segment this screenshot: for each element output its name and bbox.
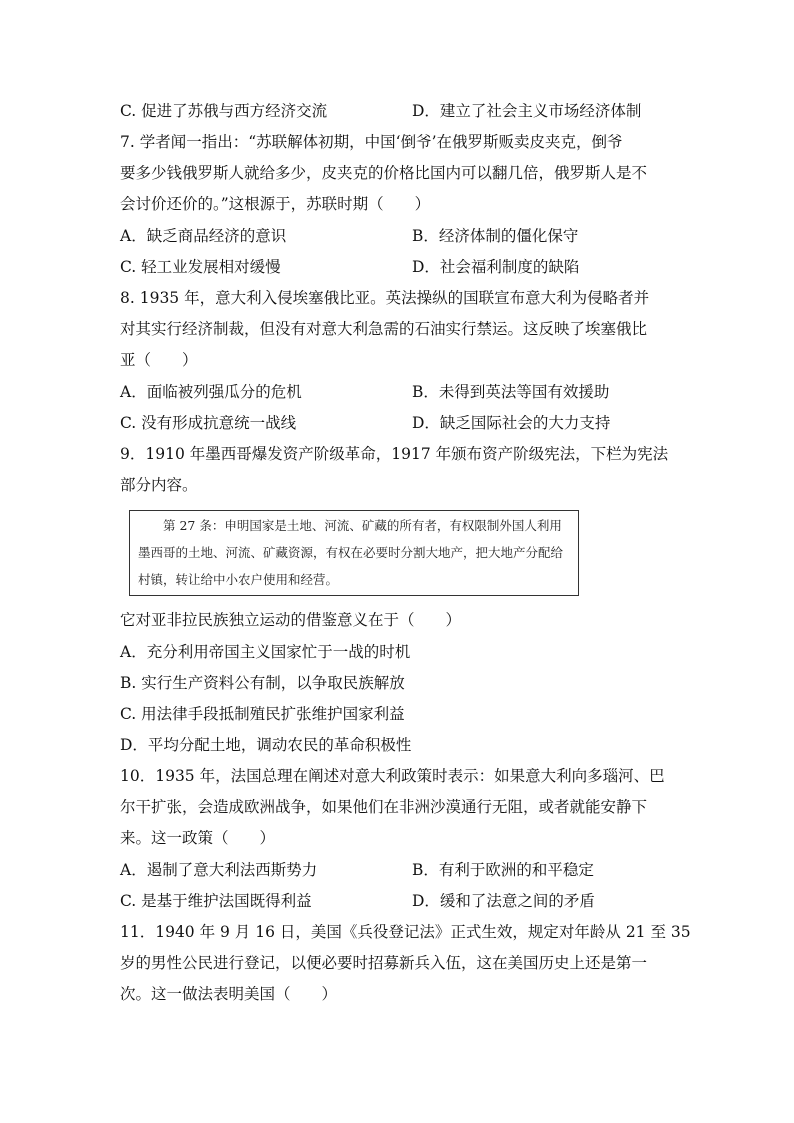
q7-option-b: B．经济体制的僵化保守 <box>412 227 579 245</box>
q10-stem-line-3: 来。这一政策（ ） <box>120 829 276 847</box>
q10-option-b: B．有利于欧洲的和平稳定 <box>412 861 594 879</box>
q7-option-d: D．社会福利制度的缺陷 <box>412 258 580 276</box>
q9-option-c: C. 用法律手段抵制殖民扩张维护国家利益 <box>120 705 405 723</box>
q10-option-a: A．遏制了意大利法西斯势力 <box>120 861 318 879</box>
quote-line-3: 村镇，转让给中小农户使用和经营。 <box>138 572 339 587</box>
quote-line-1: 第 27 条：申明国家是土地、河流、矿藏的所有者，有权限制外国人利用 <box>138 518 562 533</box>
q9-option-d: D．平均分配土地，调动农民的革命积极性 <box>120 736 412 754</box>
q9-option-b: B. 实行生产资料公有制，以争取民族解放 <box>120 674 405 692</box>
q10-stem-line-2: 尔干扩张，会造成欧洲战争，如果他们在非洲沙漠通行无阻，或者就能安静下 <box>120 798 648 816</box>
q8-stem-line-3: 亚（ ） <box>120 351 198 369</box>
q8-option-d: D．缺乏国际社会的大力支持 <box>412 414 611 432</box>
q7-stem-line-1: 7. 学者闻一指出：“苏联解体初期，中国‘倒爷’在俄罗斯贩卖皮夹克，倒爷 <box>120 133 623 151</box>
q6-option-c: C. 促进了苏俄与西方经济交流 <box>120 102 328 120</box>
constitution-quote-box <box>129 510 579 596</box>
q9-question: 它对亚非拉民族独立运动的借鉴意义在于（ ） <box>120 611 462 629</box>
q6-option-d: D．建立了社会主义市场经济体制 <box>412 102 642 120</box>
q11-stem-line-1: 11．1940 年 9 月 16 日，美国《兵役登记法》正式生效，规定对年龄从 21 至 35 <box>120 923 691 941</box>
q9-option-a: A．充分利用帝国主义国家忙于一战的时机 <box>120 643 411 661</box>
q11-stem-line-3: 次。这一做法表明美国（ ） <box>120 985 338 1003</box>
q7-option-a: A．缺乏商品经济的意识 <box>120 227 287 245</box>
q11-stem-line-2: 岁的男性公民进行登记，以便必要时招募新兵入伍，这在美国历史上还是第一 <box>120 954 648 972</box>
q7-option-c: C. 轻工业发展相对缓慢 <box>120 258 281 276</box>
q10-option-c: C. 是基于维护法国既得利益 <box>120 892 312 910</box>
q8-stem-line-2: 对其实行经济制裁，但没有对意大利急需的石油实行禁运。这反映了埃塞俄比 <box>120 320 648 338</box>
q10-option-d: D．缓和了法意之间的矛盾 <box>412 892 595 910</box>
q9-stem-line-2: 部分内容。 <box>120 476 198 494</box>
q10-stem-line-1: 10．1935 年，法国总理在阐述对意大利政策时表示：如果意大利向多瑙河、巴 <box>120 767 665 785</box>
quote-line-2: 墨西哥的土地、河流、矿藏资源，有权在必要时分割大地产，把大地产分配给 <box>138 545 564 560</box>
q9-stem-line-1: 9．1910 年墨西哥爆发资产阶级革命，1917 年颁布资产阶级宪法，下栏为宪法 <box>120 445 669 463</box>
q8-option-b: B．未得到英法等国有效援助 <box>412 383 610 401</box>
q7-stem-line-3: 会讨价还价的。”这根源于，苏联时期（ ） <box>120 195 431 213</box>
q8-stem-line-1: 8. 1935 年，意大利入侵埃塞俄比亚。英法操纵的国联宣布意大利为侵略者并 <box>120 289 650 307</box>
q7-stem-line-2: 要多少钱俄罗斯人就给多少，皮夹克的价格比国内可以翻几倍，俄罗斯人是不 <box>120 164 648 182</box>
q8-option-a: A．面临被列强瓜分的危机 <box>120 383 302 401</box>
q8-option-c: C. 没有形成抗意统一战线 <box>120 414 297 432</box>
